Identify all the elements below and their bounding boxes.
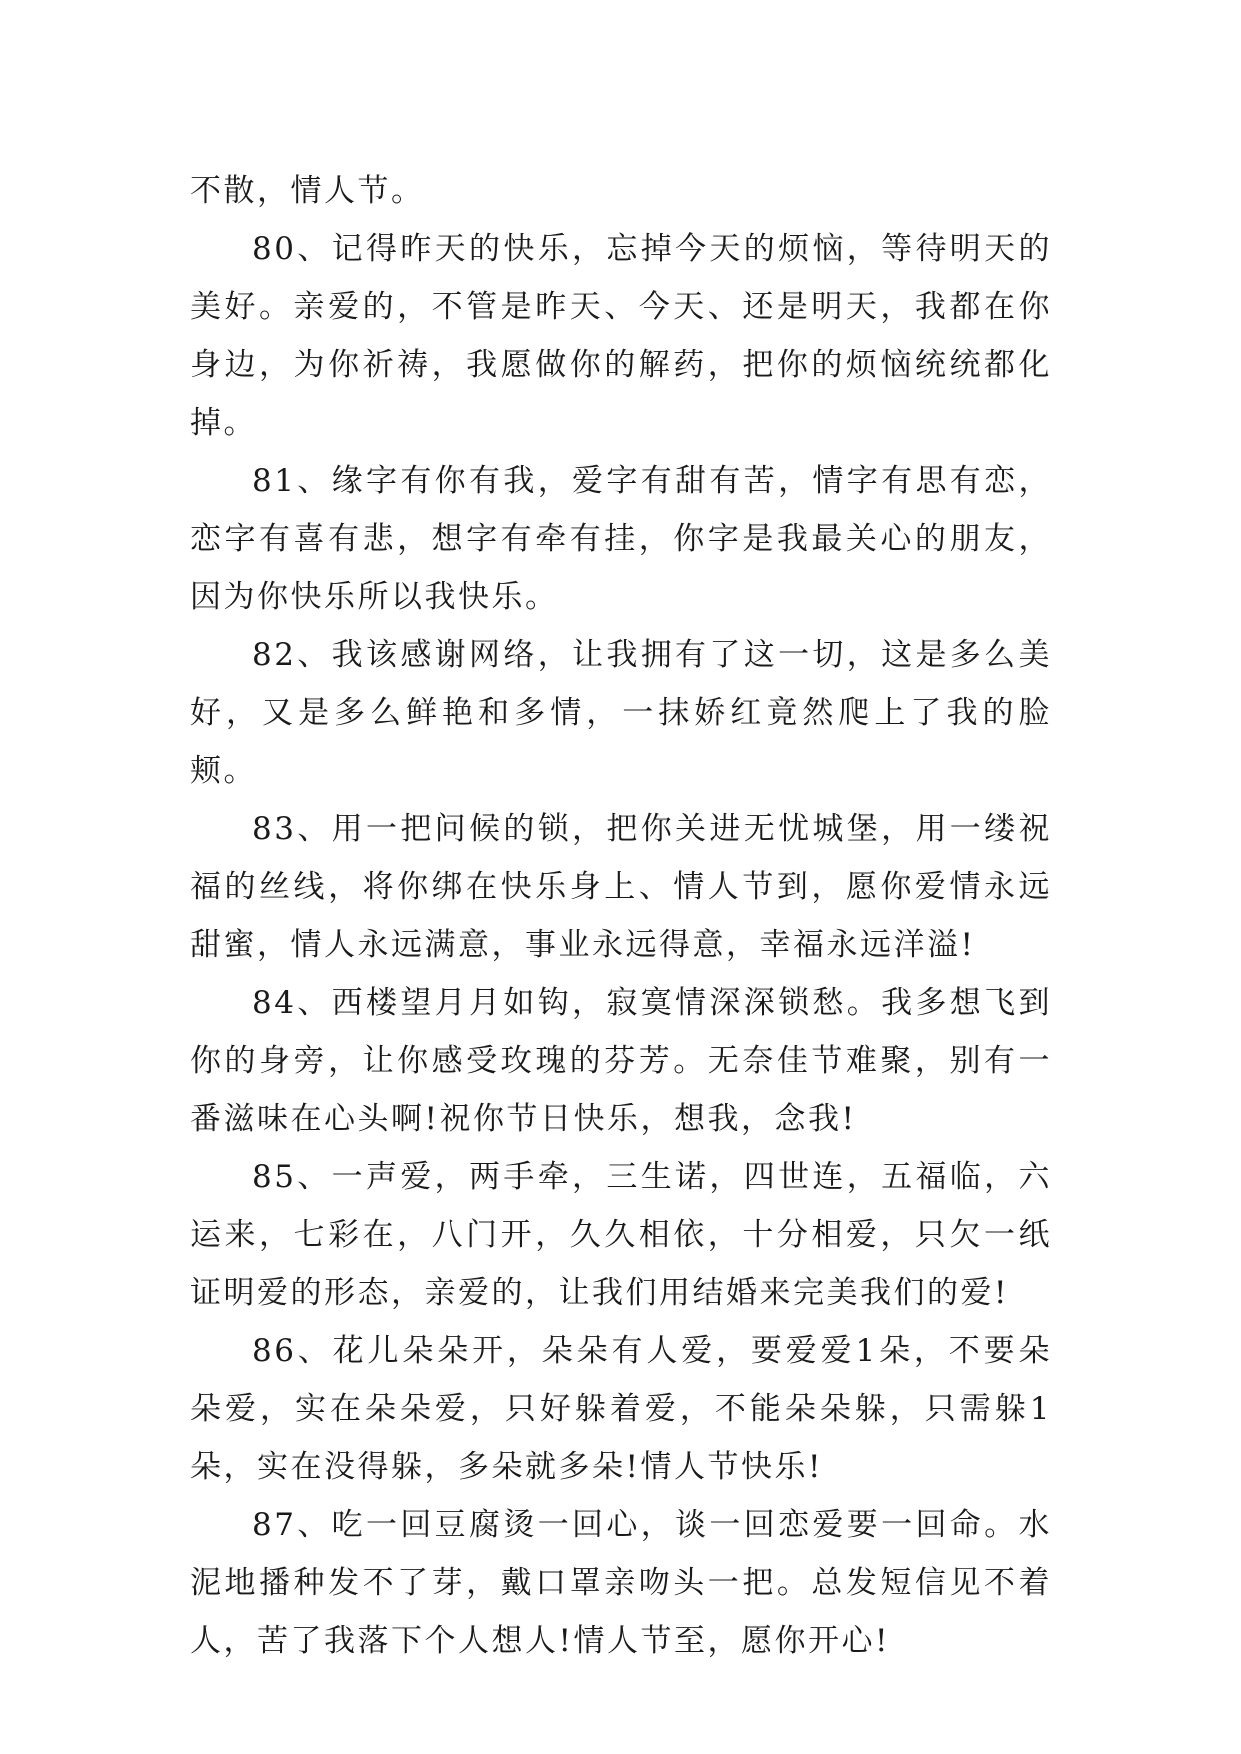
paragraph-83: 83、用一把问候的锁，把你关进无忧城堡，用一缕祝福的丝线，将你绑在快乐身上、情人节到，愿你爱情永远甜蜜，情人永远满意，事业永远得意，幸福永远洋溢! xyxy=(190,811,1052,963)
text-body xyxy=(190,162,1052,1670)
paragraph-81: 81、缘字有你有我，爱字有甜有苦，情字有思有恋，恋字有喜有悲，想字有牵有挂，你字是我最关心的朋友，因为你快乐所以我快乐。 xyxy=(190,463,1052,615)
paragraph-80: 80、记得昨天的快乐，忘掉今天的烦恼，等待明天的美好。亲爱的，不管是昨天、今天、还是明天，我都在你身边，为你祈祷，我愿做你的解药，把你的烦恼统统都化掉。 xyxy=(190,231,1052,441)
paragraph-continuation: 不散，情人节。 xyxy=(190,173,425,209)
paragraph-87: 87、吃一回豆腐烫一回心，谈一回恋爱要一回命。水泥地播种发不了芽，戴口罩亲吻头一把。总发短信见不着人，苦了我落下个人想人!情人节至，愿你开心! xyxy=(190,1507,1052,1659)
paragraph-86: 86、花儿朵朵开，朵朵有人爱，要爱爱1朵，不要朵朵爱，实在朵朵爱，只好躲着爱，不能朵朵躲，只需躲1朵，实在没得躲，多朵就多朵!情人节快乐! xyxy=(190,1333,1052,1485)
paragraph-85: 85、一声爱，两手牵，三生诺，四世连，五福临，六运来，七彩在，八门开，久久相依，十分相爱，只欠一纸证明爱的形态，亲爱的，让我们用结婚来完美我们的爱! xyxy=(190,1159,1052,1311)
paragraph-84: 84、西楼望月月如钩，寂寞情深深锁愁。我多想飞到你的身旁，让你感受玫瑰的芬芳。无奈佳节难聚，别有一番滋味在心头啊!祝你节日快乐，想我，念我! xyxy=(190,985,1052,1137)
paragraph-82: 82、我该感谢网络，让我拥有了这一切，这是多么美好，又是多么鲜艳和多情，一抹娇红竟然爬上了我的脸颊。 xyxy=(190,637,1052,789)
